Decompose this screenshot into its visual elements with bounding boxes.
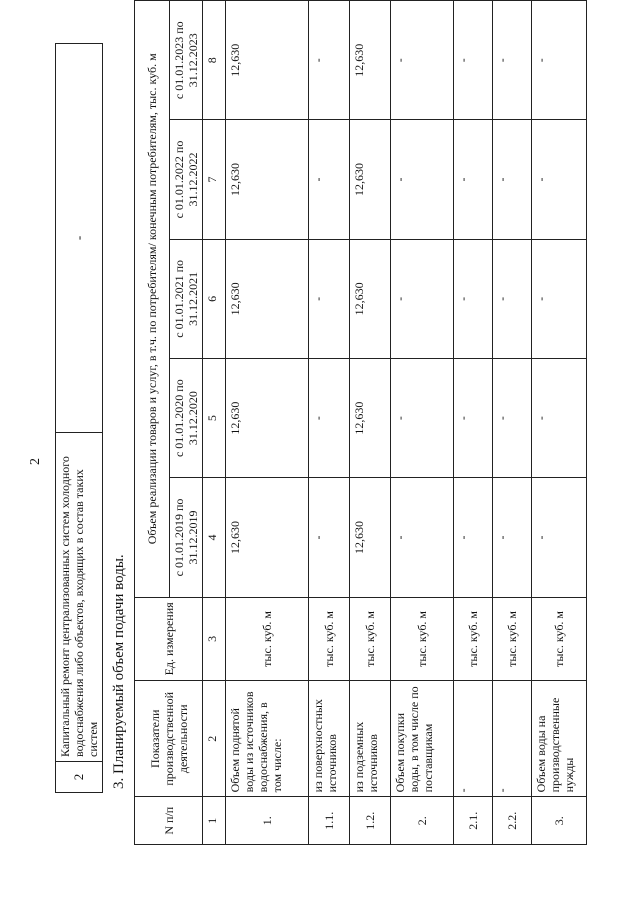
row-value: 12,630	[226, 1, 309, 120]
row-unit: тыс. куб. м	[350, 597, 391, 681]
col-number: 1	[203, 797, 226, 845]
capital-repair-table	[55, 43, 103, 793]
col-number: 7	[203, 120, 226, 239]
table-row	[454, 1, 493, 845]
header-indicator: Показатели производственной деятельности	[135, 681, 203, 797]
row-value: 12,630	[350, 478, 391, 597]
row-value: -	[454, 120, 493, 239]
col-number: 2	[203, 681, 226, 797]
header-n: N п/п	[135, 797, 203, 845]
row-value: -	[532, 358, 587, 477]
row-value: -	[309, 239, 350, 358]
header-row	[135, 1, 170, 845]
row-unit: тыс. куб. м	[532, 597, 587, 681]
row-value: -	[532, 478, 587, 597]
row-value: -	[391, 239, 454, 358]
row-value: -	[391, 358, 454, 477]
row-value: -	[454, 358, 493, 477]
header-period-2019: с 01.01.2019 по 31.12.2019	[170, 478, 203, 597]
table-row	[532, 1, 587, 845]
row-number: 2	[56, 762, 103, 793]
header-period-2021: с 01.01.2021 по 31.12.2021	[170, 239, 203, 358]
row-n: 1.	[226, 797, 309, 845]
row-value: 12,630	[226, 358, 309, 477]
row-value: -	[309, 478, 350, 597]
row-value: -	[391, 120, 454, 239]
header-period-2023: с 01.01.2023 по 31.12.2023	[170, 1, 203, 120]
row-unit: тыс. куб. м	[309, 597, 350, 681]
row-value: 12,630	[350, 239, 391, 358]
row-value: -	[309, 120, 350, 239]
row-n: 3.	[532, 797, 587, 845]
row-unit: тыс. куб. м	[493, 597, 532, 681]
table-row	[226, 1, 309, 845]
water-volume-table	[134, 0, 587, 845]
row-value: 12,630	[226, 478, 309, 597]
row-unit: тыс. куб. м	[391, 597, 454, 681]
row-n: 1.2.	[350, 797, 391, 845]
header-period-2022: с 01.01.2022 по 31.12.2022	[170, 120, 203, 239]
row-indicator: -	[454, 681, 493, 797]
row-text: Капитальный ремонт централизованных систем холодного водоснабжения либо объектов, входящих в состав таких систем	[56, 433, 103, 762]
col-number: 6	[203, 239, 226, 358]
table-row	[493, 1, 532, 845]
row-value: -	[391, 1, 454, 120]
row-value: -	[493, 1, 532, 120]
row-value: -	[532, 120, 587, 239]
header-period-2020: с 01.01.2020 по 31.12.2020	[170, 358, 203, 477]
col-number: 4	[203, 478, 226, 597]
table-row	[350, 1, 391, 845]
row-value: -	[454, 478, 493, 597]
table-row	[56, 44, 103, 793]
row-value: -	[454, 1, 493, 120]
row-value: 12,630	[226, 120, 309, 239]
row-value: 12,630	[350, 120, 391, 239]
row-n: 1.1.	[309, 797, 350, 845]
column-numbers-row	[203, 1, 226, 845]
section-title: 3. Планируемый объем подачи воды.	[111, 554, 127, 789]
table-row	[391, 1, 454, 845]
row-value: -	[454, 239, 493, 358]
row-value: -	[493, 358, 532, 477]
row-unit: тыс. куб. м	[454, 597, 493, 681]
row-indicator: из поверхностных источников	[309, 681, 350, 797]
row-value: 12,630	[226, 239, 309, 358]
row-value: -	[493, 239, 532, 358]
row-value: -	[532, 239, 587, 358]
row-indicator: Объем воды на производственные нужды	[532, 681, 587, 797]
row-indicator: Объем поднятой воды из источников водоснабжения, в том числе:	[226, 681, 309, 797]
table-row	[309, 1, 350, 845]
row-value: -	[493, 120, 532, 239]
row-value: 12,630	[350, 1, 391, 120]
row-indicator: -	[493, 681, 532, 797]
col-number: 8	[203, 1, 226, 120]
row-value: -	[391, 478, 454, 597]
row-value: -	[309, 358, 350, 477]
row-value: -	[309, 1, 350, 120]
header-volume-group: Объем реализации товаров и услуг, в т.ч. по потребителям/ конечным потребителям, тыс. куб. м	[135, 1, 170, 598]
row-n: 2.	[391, 797, 454, 845]
row-indicator: Объем покупки воды, в том числе по поставщикам	[391, 681, 454, 797]
row-value: 12,630	[350, 358, 391, 477]
header-unit: Ед. измерения	[135, 597, 203, 681]
col-number: 3	[203, 597, 226, 681]
row-value: -	[532, 1, 587, 120]
row-unit: тыс. куб. м	[226, 597, 309, 681]
row-n: 2.1.	[454, 797, 493, 845]
row-value: -	[56, 44, 103, 433]
row-value: -	[493, 478, 532, 597]
page-number: 2	[28, 458, 43, 465]
row-n: 2.2.	[493, 797, 532, 845]
row-indicator: из подземных источников	[350, 681, 391, 797]
col-number: 5	[203, 358, 226, 477]
